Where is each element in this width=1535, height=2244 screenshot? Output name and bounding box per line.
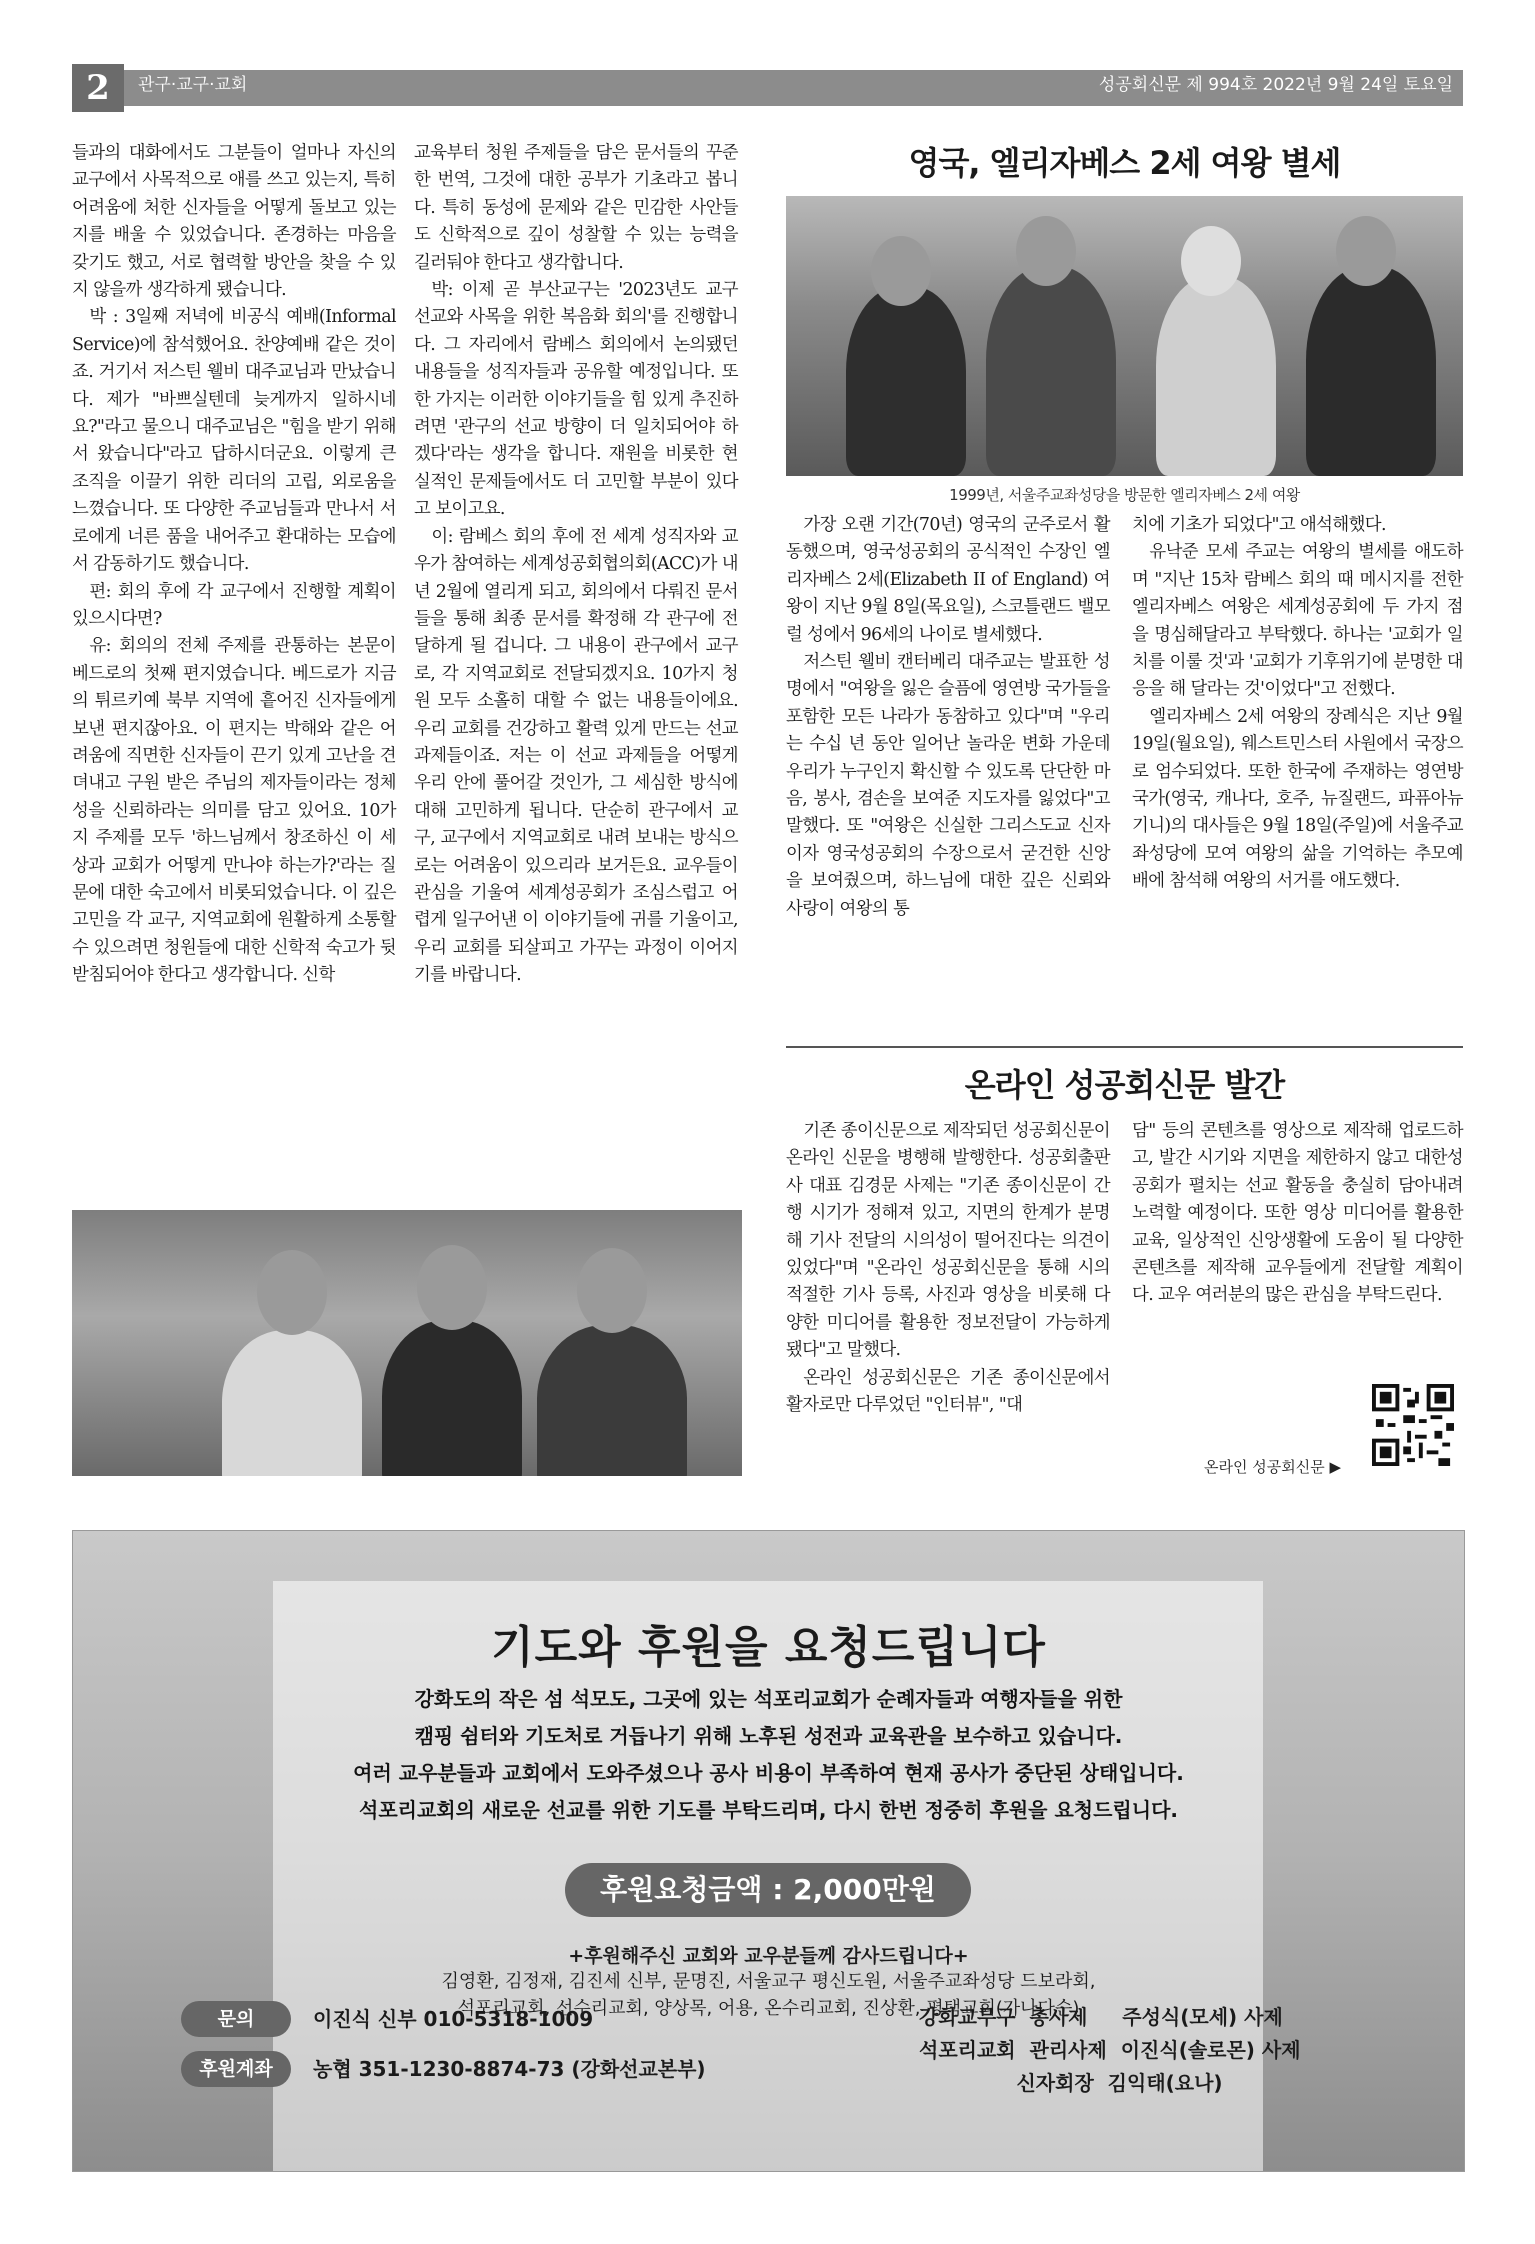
paragraph: 유낙준 모세 주교는 여왕의 별세를 애도하며 "지난 15차 람베스 회의 때 메시지를 전한 엘리자베스 여왕은 세계성공회에 두 가지 점을 명심해달라고 부탁했다. 하나는 '교회가 일치를 이룰 것'과 '교회가 기후위기에 분명한 대응을 해 달라는 것'이었다"고 전했다. (1132, 542, 1463, 700)
interview-column-1 (72, 140, 396, 990)
donor-line: 석포리교회, 선수리교회, 양상목, 어용, 온수리교회, 진상환, 평택교회(가나다순) (457, 1998, 1080, 2019)
paragraph: 온라인 성공회신문은 기존 종이신문에서 활자로만 다루었던 "인터뷰", "대 (786, 1367, 1110, 1416)
paragraph: 들과의 대화에서도 그분들이 얼마나 자신의 교구에서 사목적으로 애를 쓰고 있는지, 특히 어려움에 처한 신자들을 어떻게 돌보고 있는지를 배울 수 있었습니다. 존경하는 마음을 갖기도 했고, 서로 협력할 방안을 찾을 수 있지 않을까 생각하게 됐습니다. (72, 143, 396, 301)
online-column-2 (1132, 1118, 1463, 1310)
paragraph: 교육부터 청원 주제들을 담은 문서들의 꾸준한 번역, 그것에 대한 공부가 기초라고 봅니다. 특히 동성에 문제와 같은 민감한 사안들도 신학적으로 깊이 성찰할 수 있는 능력을 길러둬야 한다고 생각합니다. (414, 143, 738, 273)
paragraph: 담" 등의 콘텐츠를 영상으로 제작해 업로드하고, 발간 시기와 지면을 제한하지 않고 대한성공회가 펼치는 선교 활동을 충실히 담아내려 노력할 예정이다. 또한 영상 미디어를 활용한 교육, 일상적인 신앙생활에 도움이 될 다양한 콘텐츠를 제작해 교우들에게 전달할 계획이다. 교우 여러분의 많은 관심을 부탁드린다. (1132, 1121, 1463, 1306)
ad-signers (919, 2001, 1301, 2100)
ad-body-line: 강화도의 작은 섬 석모도, 그곳에 있는 석포리교회가 순례자들과 여행자들을 위한 (414, 1687, 1123, 1711)
qr-code-icon[interactable] (1372, 1384, 1454, 1466)
paragraph: 박 : 3일째 저녁에 비공식 예배(Informal Service)에 참석했어요. 찬양예배 같은 것이죠. 거기서 저스틴 웰비 대주교님과 만났습니다. 제가 "바쁘실텐데 늦게까지 일하시네요?"라고 물으니 대주교님은 "힘을 받기 위해서 왔습니다"라고 답하시더군요. 이렇게 큰 조직을 이끌기 위한 리더의 고립, 외로움을 느꼈습니다. 또 다양한 주교님들과 만나서 서로에게 너른 품을 내어주고 환대하는 모습에서 감동하기도 했습니다. (72, 307, 396, 575)
donor-line: 김영환, 김정재, 김진세 신부, 문명진, 서울교구 평신도원, 서울주교좌성당 드보라회, (441, 1971, 1096, 1992)
ad-body-line: 석포리교회의 새로운 선교를 위한 기도를 부탁드리며, 다시 한번 정중히 후원을 요청드립니다. (359, 1798, 1178, 1822)
ad-body-line: 여러 교우분들과 교회에서 도와주셨으나 공사 비용이 부족하여 현재 공사가 중단된 상태입니다. (353, 1761, 1184, 1785)
queen-photo-caption: 1999년, 서울주교좌성당을 방문한 엘리자베스 2세 여왕 (949, 486, 1300, 504)
paragraph: 박: 이제 곧 부산교구는 '2023년도 교구 선교와 사목을 위한 복음화 회의'를 진행합니다. 그 자리에서 람베스 회의에서 논의됐던 내용들을 성직자들과 공유할 예정입니다. 또 한 가지는 이러한 이야기들을 힘 있게 추진하려면 '관구의 선교 방향이 더 일치되어야 하겠다'라는 생각을 합니다. 재원을 비롯한 현실적인 문제들에서도 더 고민할 부분이 있다고 보이고요. (414, 280, 738, 520)
page-number: 2 (72, 64, 124, 112)
donation-goal-badge: 후원요청금액 : 2,000만원 (565, 1863, 971, 1917)
signer-line: 신자회장 김익태(요나) (919, 2071, 1223, 2095)
article-divider (786, 1046, 1463, 1048)
signer-line: 강화교무구 총사제 주성식(모세) 사제 (919, 2005, 1283, 2029)
queen-column-1 (786, 512, 1110, 923)
contact-value: 이진식 신부 010-5318-1009 (313, 2007, 594, 2031)
donation-ad (72, 1530, 1465, 2172)
queen-column-2 (1132, 512, 1463, 896)
qr-code-label: 온라인 성공회신문 ▶ (1204, 1458, 1341, 1476)
account-value: 농협 351-1230-8874-73 (강화선교본부) (313, 2057, 706, 2081)
paragraph: 기존 종이신문으로 제작되던 성공회신문이 온라인 신문을 병행해 발행한다. 성공회출판사 대표 김경문 사제는 "기존 종이신문이 간행 시기가 정해져 있고, 지면의 한계가 분명해 기사 전달의 시의성이 떨어진다는 의견이 있었다"며 "온라인 성공회신문을 통해 시의적절한 기사 등록, 사진과 영상을 비롯해 다양한 미디어를 활용한 정보전달이 가능하게 됐다"고 말했다. (786, 1121, 1110, 1361)
thanks-title: +후원해주신 교회와 교우분들께 감사드립니다+ (568, 1945, 969, 1967)
paragraph: 가장 오랜 기간(70년) 영국의 군주로서 활동했으며, 영국성공회의 공식적인 수장인 엘리자베스 2세(Elizabeth II of England) 여왕이 지난 9월 8일(목요일), 스코틀랜드 밸모럴 성에서 96세의 나이로 별세했다. (786, 515, 1110, 645)
ad-body-line: 캠핑 쉼터와 기도처로 거듭나기 위해 노후된 성전과 교육관을 보수하고 있습니다. (414, 1724, 1123, 1748)
interview-photo (72, 1210, 742, 1476)
ad-title: 기도와 후원을 요청드립니다 (491, 1622, 1046, 1673)
online-column-1 (786, 1118, 1110, 1419)
signer-line: 석포리교회 관리사제 이진식(솔로몬) 사제 (919, 2038, 1301, 2062)
masthead: 성공회신문 제 994호 2022년 9월 24일 토요일 (1098, 75, 1453, 95)
ad-body (73, 1681, 1464, 1829)
paragraph: 엘리자베스 2세 여왕의 장례식은 지난 9월 19일(월요일), 웨스트민스터 사원에서 국장으로 엄수되었다. 또한 한국에 주재하는 영연방 국가(영국, 캐나다, 호주, 뉴질랜드, 파퓨아뉴기니)의 대사들은 9월 18일(주일)에 서울주교좌성당에 모여 여왕의 삶을 기억하는 추모예배에 참석해 여왕의 서거를 애도했다. (1132, 706, 1463, 892)
paragraph: 유: 회의의 전체 주제를 관통하는 본문이 베드로의 첫째 편지였습니다. 베드로가 지금의 튀르키예 북부 지역에 흩어진 신자들에게 보낸 편지잖아요. 이 편지는 박해와 같은 어려움에 직면한 신자들이 끈기 있게 고난을 견뎌내고 구원 받은 주님의 제자들이라는 정체성을 신뢰하라는 의미를 담고 있어요. 10가지 주제를 모두 '하느님께서 창조하신 이 세상과 교회가 어떻게 만나야 하는가?'라는 질문에 대한 숙고에서 비롯되었습니다. 이 깊은 고민을 각 교구, 지역교회에 원활하게 소통할 수 있으려면 청원들에 대한 신학적 숙고가 뒷받침되어야 한다고 생각합니다. 신학 (72, 636, 396, 986)
contact-label-badge: 문의 (181, 2001, 291, 2037)
paragraph: 치에 기초가 되었다"고 애석해했다. (1132, 515, 1386, 535)
paragraph: 저스틴 웰비 캔터베리 대주교는 발표한 성명에서 "여왕을 잃은 슬픔에 영연방 국가들을 포함한 모든 나라가 동참하고 있다"며 "우리는 수십 년 동안 일어난 놀라운 변화 가운데 우리가 누구인지 확신할 수 있도록 단단한 마음, 봉사, 겸손을 보여준 지도자를 잃었다"고 말했다. 또 "여왕은 신실한 그리스도교 신자이자 영국성공회의 수장으로서 굳건한 신앙을 보여줬으며, 하느님에 대한 깊은 신뢰와 사랑이 여왕의 통 (786, 652, 1110, 919)
section-label: 관구·교구·교회 (138, 75, 248, 95)
paragraph: 이: 람베스 회의 후에 전 세계 성직자와 교우가 참여하는 세계성공회협의회(ACC)가 내년 2월에 열리게 되고, 회의에서 다뤄진 문서들을 통해 최종 문서를 확정해 각 관구에 전달하게 될 겁니다. 그 내용이 관구에서 교구로, 각 지역교회로 전달되겠지요. 10가지 청원 모두 소홀히 대할 수 없는 내용들이에요. 우리 교회를 건강하고 활력 있게 만드는 선교 과제들이죠. 저는 이 선교 과제들을 어떻게 우리 안에 풀어갈 것인가, 그 세심한 방식에 대해 고민하게 됩니다. 단순히 관구에서 교구, 교구에서 지역교회로 내려 보내는 방식으로는 어려움이 있으리라 보거든요. 교우들이 관심을 기울여 세계성공회가 조심스럽고 어렵게 일구어낸 이 이야기들에 귀를 기울이고, 우리 교회를 되살피고 가꾸는 과정이 이어지기를 바랍니다. (414, 526, 738, 986)
online-article-title: 온라인 성공회신문 발간 (964, 1066, 1285, 1104)
account-label-badge: 후원계좌 (181, 2051, 291, 2087)
paragraph: 편: 회의 후에 각 교구에서 진행할 계획이 있으시다면? (72, 581, 396, 629)
queen-article-title: 영국, 엘리자베스 2세 여왕 별세 (908, 144, 1341, 182)
queen-photo (786, 196, 1463, 476)
interview-column-2 (414, 140, 738, 990)
